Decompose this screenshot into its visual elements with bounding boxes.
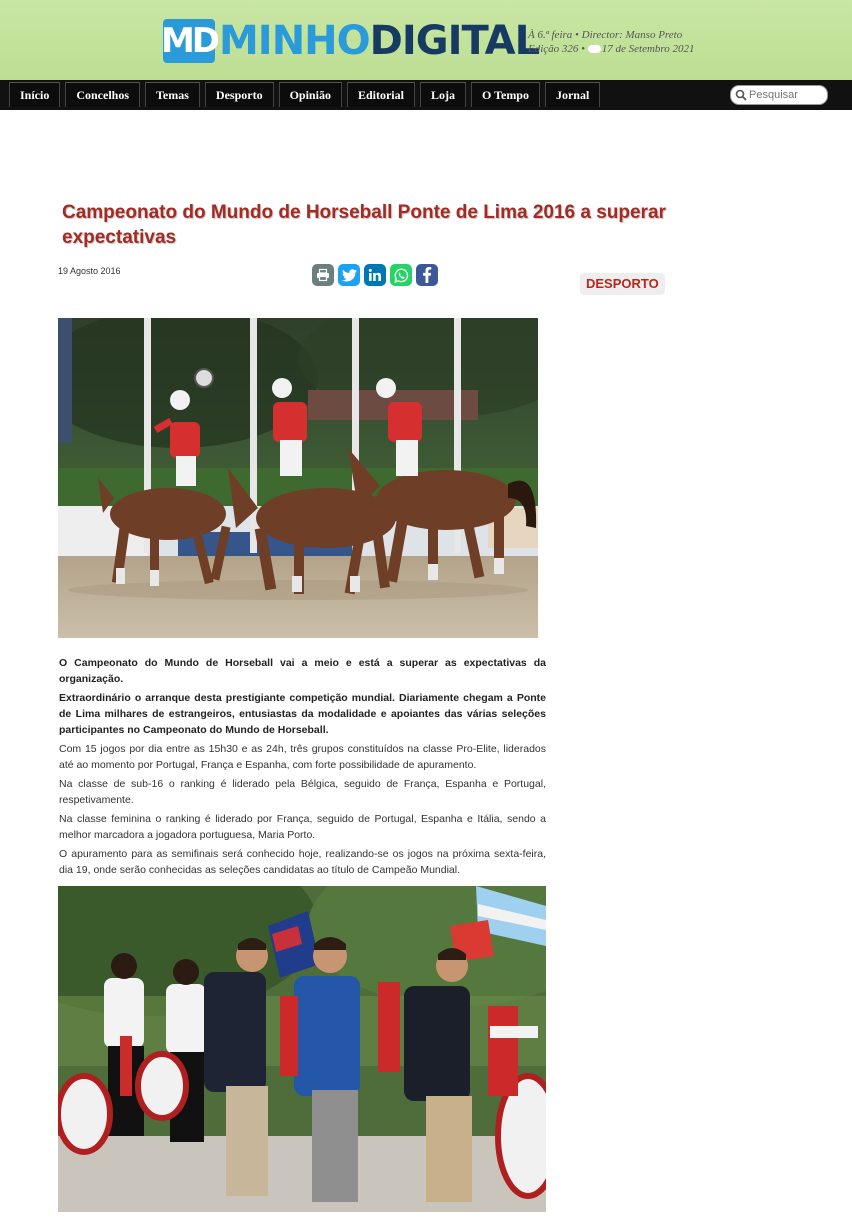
nav-item-opiniao[interactable]: Opinião	[279, 82, 342, 107]
article-paragraph: Com 15 jogos por dia entre as 15h30 e as 24h, três grupos constituídos na classe Pro-Elite, liderados até ao momento por Portugal, França e Espanha, com forte possibilidade de apuramento.	[59, 743, 546, 771]
search-icon	[735, 89, 747, 101]
article-paragraph: Na classe de sub-16 o ranking é liderado pela Bélgica, seguido de França, Espanha e Portugal, respetivamente.	[59, 778, 546, 806]
article-date: 19 Agosto 2016	[58, 266, 121, 276]
facebook-icon	[422, 267, 432, 283]
edition-date: 17 de Setembro 2021	[601, 43, 695, 55]
article-body	[59, 655, 546, 881]
nav-item-desporto[interactable]: Desporto	[205, 82, 274, 107]
logo-badge: MD	[160, 21, 218, 61]
nav-item-editorial[interactable]: Editorial	[347, 82, 415, 107]
article-paragraph: O apuramento para as semifinais será conhecido hoje, realizando-se os jogos na próxima sexta-feira, dia 19, onde serão conhecidas as seleções candidatas ao título de Campeão Mundial.	[59, 848, 546, 876]
print-button[interactable]	[312, 264, 334, 286]
search-box[interactable]	[730, 85, 828, 105]
article-paragraph: Extraordinário o arranque desta prestigiante competição mundial. Diariamente chegam a Ponte de Lima milhares de estrangeiros, entusiastas da modalidade e apoiantes das várias seleções participantes no Campeonato do Mundo de Horseball.	[59, 692, 546, 736]
nav-item-loja[interactable]: Loja	[420, 82, 466, 107]
search-input[interactable]	[747, 89, 825, 101]
print-icon	[316, 268, 330, 282]
whatsapp-share-button[interactable]	[390, 264, 412, 286]
article-paragraph: O Campeonato do Mundo de Horseball vai a meio e está a superar as expectativas da organização.	[59, 657, 546, 685]
nav-items	[9, 82, 605, 107]
facebook-share-button[interactable]	[416, 264, 438, 286]
edition-date-line	[528, 42, 695, 56]
linkedin-share-button[interactable]	[364, 264, 386, 286]
share-buttons	[312, 264, 442, 286]
article-title: Campeonato do Mundo de Horseball Ponte de Lima 2016 a superar expectativas	[62, 202, 666, 248]
nav-item-inicio[interactable]: Início	[9, 82, 60, 107]
nav-item-o-tempo[interactable]: O Tempo	[471, 82, 540, 107]
twitter-share-button[interactable]	[338, 264, 360, 286]
article-photo-horseball	[58, 318, 538, 638]
logo-text-digital: DIGITAL	[369, 18, 540, 64]
edition-director: À 6.ª feira • Director: Manso Preto	[528, 29, 683, 41]
whatsapp-icon	[394, 268, 409, 283]
edition-info	[528, 28, 695, 56]
article-photo-parade	[58, 886, 546, 1212]
category-badge[interactable]: DESPORTO	[580, 273, 665, 295]
nav-item-temas[interactable]: Temas	[145, 82, 200, 107]
linkedin-icon	[368, 268, 382, 282]
nav-item-concelhos[interactable]: Concelhos	[65, 82, 140, 107]
nav-item-jornal[interactable]: Jornal	[545, 82, 600, 107]
edition-number: Edição 326 •	[528, 43, 586, 55]
twitter-icon	[342, 269, 357, 282]
site-logo[interactable]	[160, 18, 540, 64]
logo-text-minho: MINHO	[219, 18, 370, 64]
site-header	[0, 0, 852, 80]
cloud-icon	[588, 45, 601, 53]
main-nav	[0, 80, 852, 110]
article-paragraph: Na classe feminina o ranking é liderado por França, seguido de Portugal, Espanha e Itália, sendo a melhor marcadora a jogadora portuguesa, Maria Porto.	[59, 813, 546, 841]
